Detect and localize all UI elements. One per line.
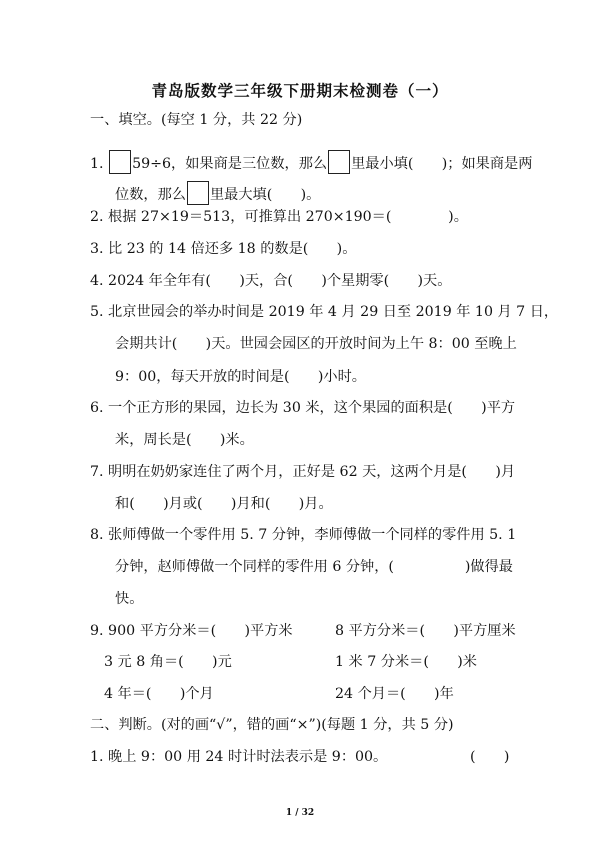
question-9-row-2-col-1: 3 元 8 角＝( )元 — [104, 654, 232, 670]
judgement-1-text: 1. 晚上 9：00 用 24 时计时法表示是 9：00。 — [90, 749, 388, 765]
question-1-number: 1. — [90, 156, 104, 172]
question-7-line-1: 7. 明明在奶奶家连住了两个月，正好是 62 天，这两个月是( )月 — [90, 464, 516, 480]
question-1-line-2 — [115, 181, 320, 205]
question-1-text-d: 里最大填( )。 — [209, 187, 321, 203]
question-8-line-1: 8. 张师傅做一个零件用 5. 7 分钟，李师傅做一个同样的零件用 5. 1 — [90, 527, 517, 543]
question-1-text-b: 里最小填( )；如果商是两 — [351, 156, 533, 172]
question-7-line-2: 和( )月或( )月和( )月。 — [115, 496, 333, 512]
question-6-line-1: 6. 一个正方形的果园，边长为 30 米，这个果园的面积是( )平方 — [90, 400, 516, 416]
question-2: 2. 根据 27×19＝513，可推算出 270×190＝( )。 — [90, 209, 468, 225]
question-1-text-a: 59÷6，如果商是三位数，那么 — [132, 156, 328, 172]
question-8-line-2: 分钟，赵师傅做一个同样的零件用 6 分钟，( )做得最 — [115, 559, 513, 575]
question-3: 3. 比 23 的 14 倍还多 18 的数是( )。 — [90, 241, 357, 257]
question-1-line-1 — [90, 150, 532, 174]
question-4: 4. 2024 年全年有( )天，合( )个星期零( )天。 — [90, 273, 452, 289]
question-5-line-1: 5. 北京世园会的举办时间是 2019 年 4 月 29 日至 2019 年 10 月 7 日， — [90, 304, 559, 320]
question-8-line-3: 快。 — [115, 591, 144, 607]
page-title: 青岛版数学三年级下册期末检测卷（一） — [151, 81, 449, 100]
answer-box — [109, 150, 131, 174]
answer-box — [187, 181, 209, 205]
question-6-line-2: 米，周长是( )米。 — [115, 432, 254, 448]
section-heading-true-false: 二、判断。(对的画“√”，错的画“×”)(每题 1 分，共 5 分) — [90, 717, 454, 733]
question-9-row-1-col-2: 8 平方分米＝( )平方厘米 — [335, 623, 516, 639]
question-9-row-2-col-2: 1 米 7 分米＝( )米 — [335, 654, 477, 670]
judgement-1-answer-bracket: ( ) — [470, 749, 510, 765]
question-1-text-c: 位数，那么 — [115, 187, 186, 203]
question-9-row-3-col-1: 4 年＝( )个月 — [104, 686, 214, 702]
answer-box — [328, 150, 350, 174]
question-9-row-3-col-2: 24 个月＝( )年 — [335, 686, 454, 702]
question-5-line-2: 会期共计( )天。世园会园区的开放时间为上午 8：00 至晚上 — [115, 336, 517, 352]
page-number: 1 / 32 — [285, 808, 315, 818]
question-5-line-3: 9：00，每天开放的时间是( )小时。 — [115, 369, 366, 385]
question-9-row-1-col-1: 9. 900 平方分米＝( )平方米 — [90, 623, 293, 639]
section-heading-fill-blank: 一、填空。(每空 1 分，共 22 分) — [90, 112, 303, 128]
